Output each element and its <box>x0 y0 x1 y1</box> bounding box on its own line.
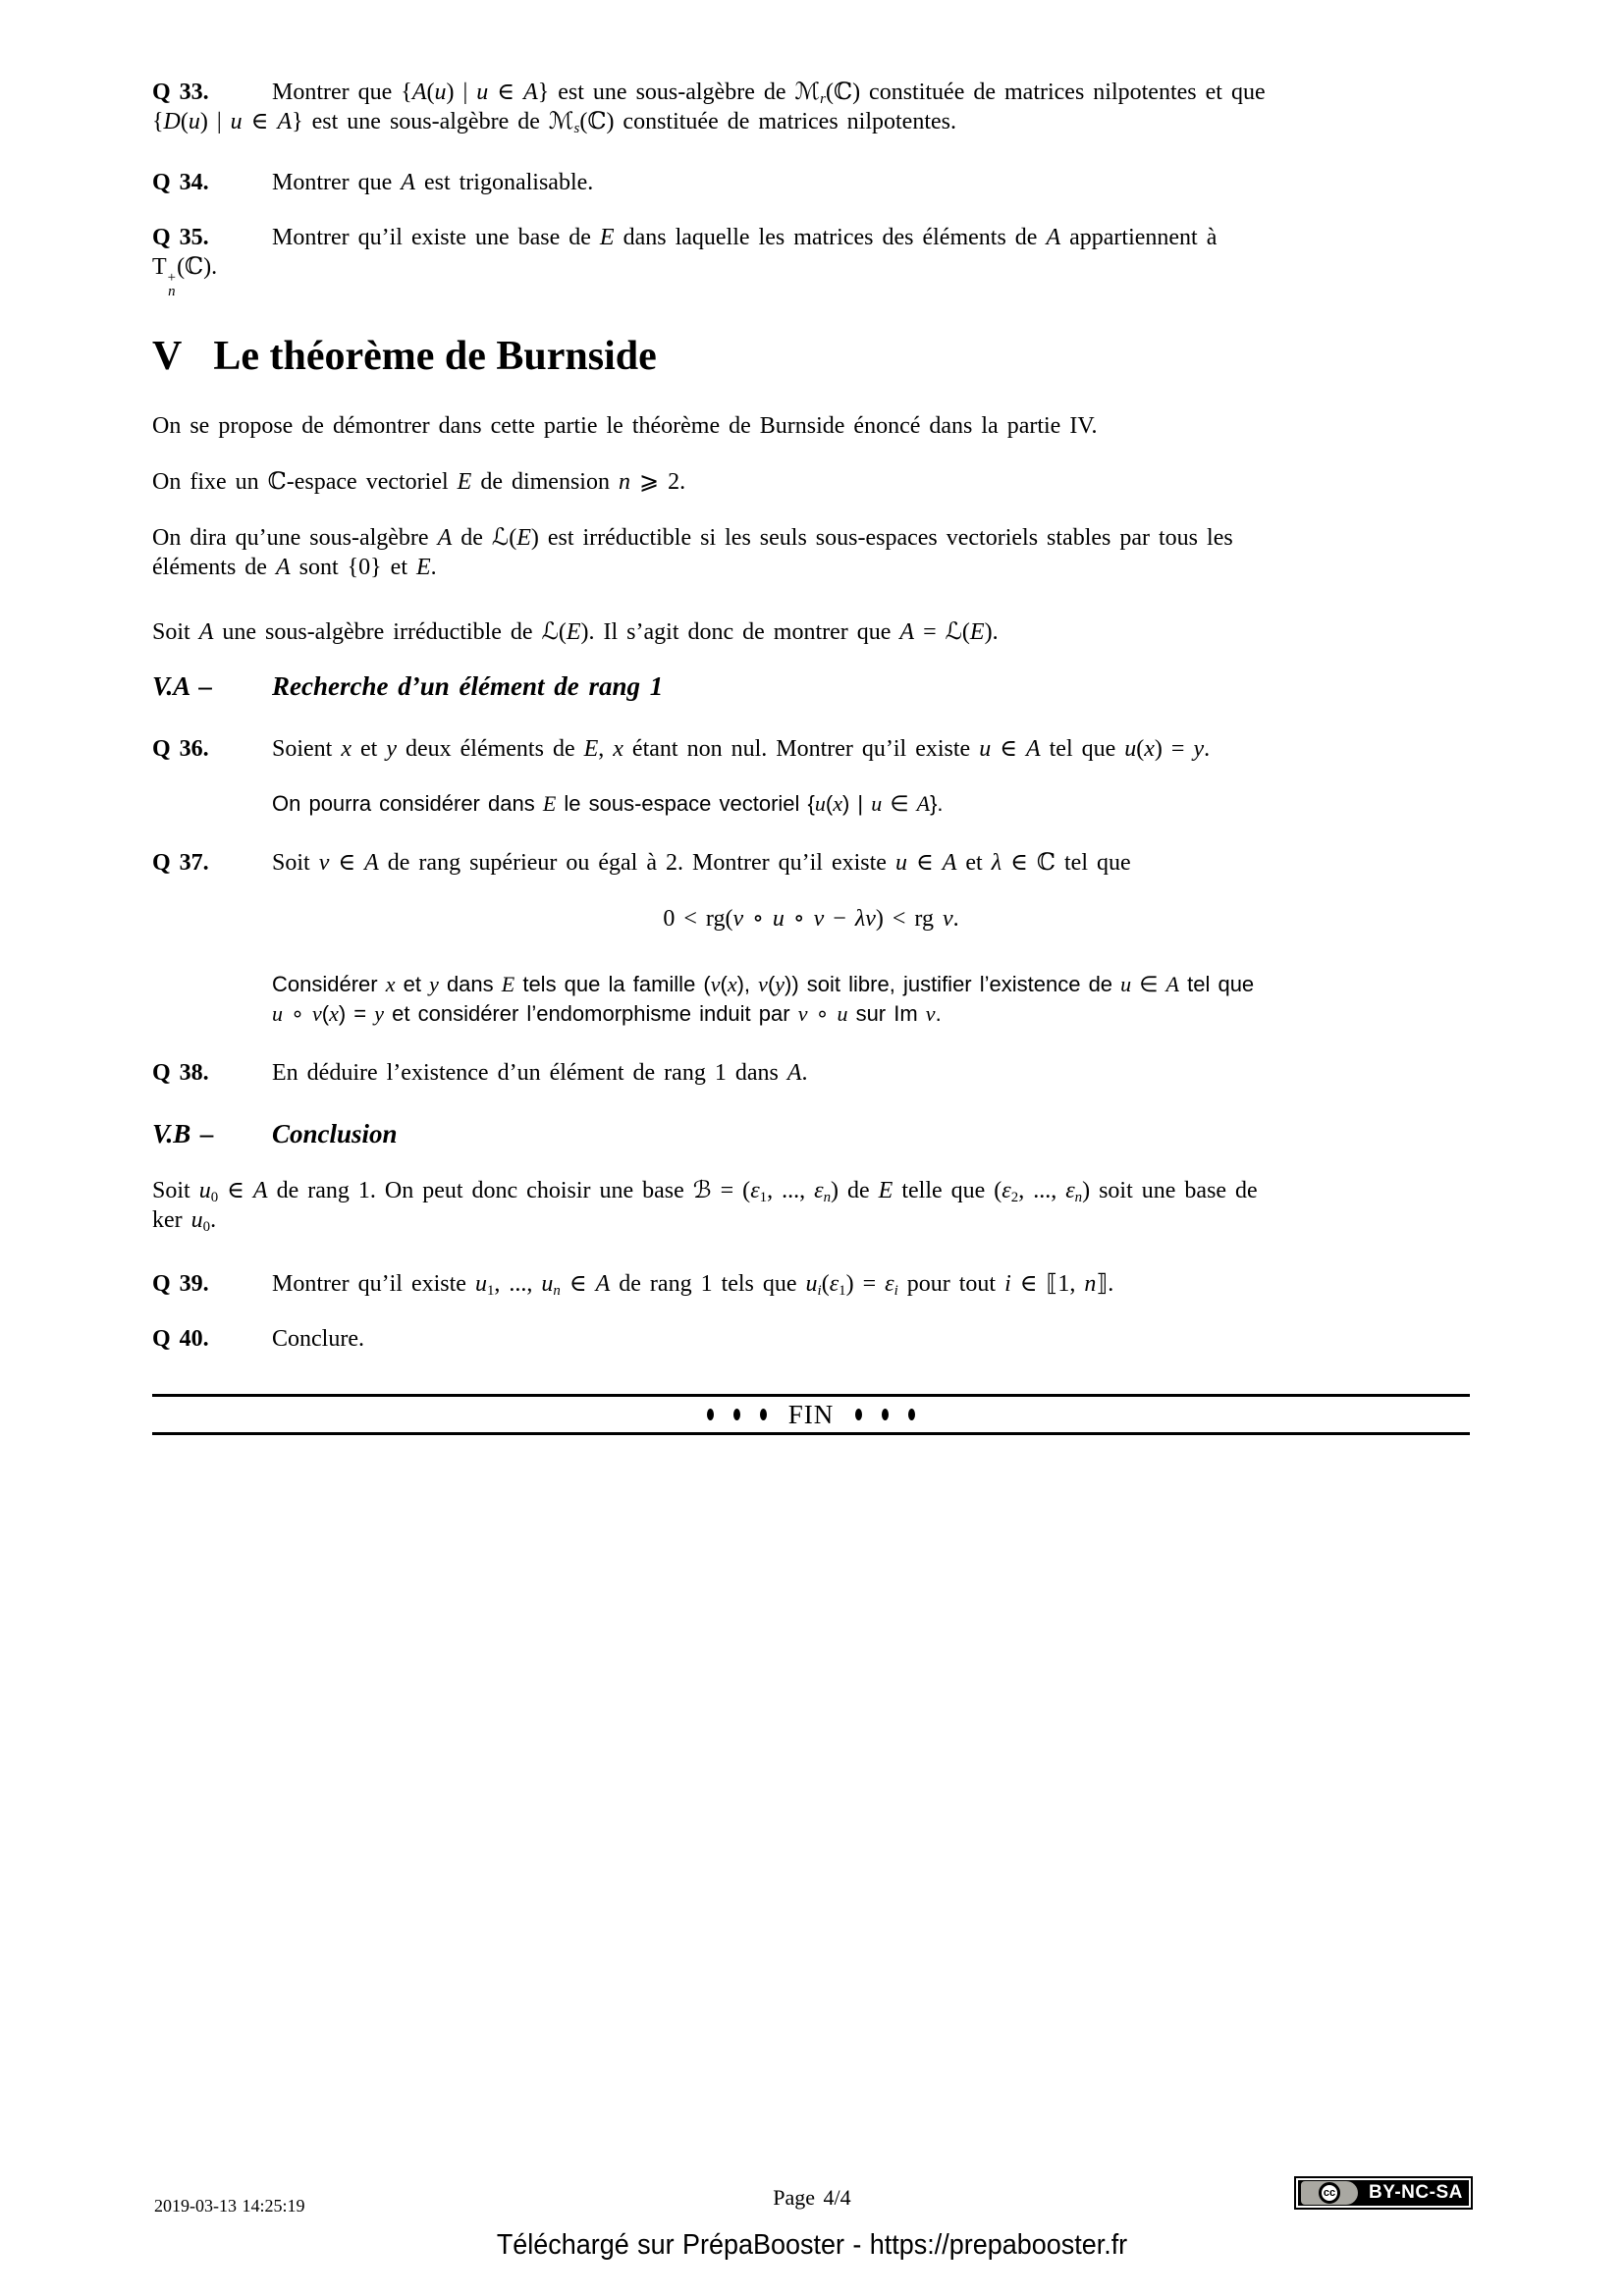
footer-timestamp: 2019-03-13 14:25:19 <box>154 2196 305 2216</box>
fin-dot <box>908 1409 915 1420</box>
question-39-text: Montrer qu’il existe $u_1$, ..., $u_n$ ∈ A de rang 1 tels que $u_i(\varepsilon_1) = \varepsilon_i$ pour tout i ∈ ⟦1, n⟧. <box>272 1271 1114 1300</box>
subsection-vb-title: Conclusion <box>272 1119 398 1149</box>
question-36-text: Soient x et y deux éléments de E, x étant non nul. Montrer qu’il existe u ∈ A tel que u(x) = y. <box>272 736 1211 763</box>
question-37 <box>152 848 1470 878</box>
question-39-label: Q 39. <box>152 1271 209 1298</box>
question-36-label: Q 36. <box>152 736 209 763</box>
question-38-text: En déduire l’existence d’un élément de rang 1 dans A. <box>272 1060 808 1087</box>
fin-dot <box>733 1409 740 1420</box>
conclusion-setup-paragraph: Soit $u_0$ ∈ A de rang 1. On peut donc choisir une base ℬ = ($\varepsilon_1$, ..., $\varepsilon_n$) de E telle que ($\varepsilon_2$, ..., $\varepsilon_n$) soit une base de ker $u_0$. <box>152 1178 1258 1236</box>
question-36-hint: On pourra considérer dans E le sous-espace vectoriel {u(x) | u ∈ A}. <box>272 791 944 817</box>
subsection-heading-va <box>152 669 1470 703</box>
subsection-va-title: Recherche d’un élément de rang 1 <box>272 671 664 702</box>
question-37-formula: 0 < rg(v ∘ u ∘ v − λv) < rg v. <box>663 906 959 933</box>
setup-paragraph: Soit A une sous-algèbre irréductible de ℒ(E). Il s’agit donc de montrer que A = ℒ(E). <box>152 619 999 646</box>
footer-page-number: Page 4/4 <box>773 2185 851 2210</box>
intro-paragraph-3: On dira qu’une sous-algèbre A de ℒ(E) est irréductible si les seuls sous-espaces vectoriels stables par tous les éléments de A sont {0} et E. <box>152 525 1233 581</box>
fin-dot <box>707 1409 714 1420</box>
cc-license-badge <box>1294 2176 1473 2210</box>
question-34-text: Montrer que A est trigonalisable. <box>272 170 594 195</box>
question-37-label: Q 37. <box>152 850 209 877</box>
question-34-label: Q 34. <box>152 170 209 195</box>
question-40-label: Q 40. <box>152 1326 209 1353</box>
question-33 <box>152 78 1470 136</box>
question-33-text: Montrer que {A(u) | u ∈ A} est une sous-algèbre de ℳ$_r$(ℂ) constituée de matrices nilpotentes et que {D(u) | u ∈ A} est une sous-algèbre de ℳ$_s$(ℂ) constituée de matrices nilpotentes. <box>152 80 1266 137</box>
fin-dot <box>882 1409 889 1420</box>
question-35-label: Q 35. <box>152 225 209 250</box>
question-34 <box>152 168 1470 197</box>
subsection-vb-label: V.B – <box>152 1119 214 1149</box>
question-39 <box>152 1269 1470 1299</box>
cc-logo-icon: cc <box>1319 2182 1340 2204</box>
download-tagline: Téléchargé sur PrépaBooster - https://prepabooster.fr <box>496 2229 1128 2261</box>
question-37-hint: Considérer x et y dans E tels que la famille (v(x), v(y)) soit libre, justifier l’existence de u ∈ A tel que u ∘ v(x) = y et considérer l’endomorphisme induit par v ∘ u sur Im v. <box>272 972 1255 1027</box>
question-33-label: Q 33. <box>152 80 209 105</box>
fin-separator <box>152 1394 1470 1435</box>
section-title: Le théorème de Burnside <box>213 334 657 380</box>
fin-dot <box>760 1409 767 1420</box>
question-36 <box>152 734 1470 764</box>
intro-paragraph-1: On se propose de démontrer dans cette partie le théorème de Burnside énoncé dans la partie IV. <box>152 413 1098 440</box>
question-40 <box>152 1324 1470 1354</box>
question-40-text: Conclure. <box>272 1326 364 1353</box>
section-number: V <box>152 334 183 380</box>
question-38 <box>152 1058 1470 1088</box>
subsection-va-label: V.A – <box>152 671 213 702</box>
cc-license-label: BY-NC-SA <box>1369 2182 1463 2203</box>
cc-logo-pill <box>1301 2181 1358 2205</box>
intro-paragraph-2: On fixe un ℂ-espace vectoriel E de dimension n ⩾ 2. <box>152 469 686 496</box>
question-35 <box>152 223 1470 298</box>
subsection-heading-vb <box>152 1117 1470 1150</box>
section-heading <box>152 333 1470 380</box>
question-35-text: Montrer qu’il existe une base de E dans laquelle les matrices des éléments de A appartiennent à T + n (ℂ). <box>152 225 1218 300</box>
question-37-text: Soit v ∈ A de rang supérieur ou égal à 2. Montrer qu’il existe u ∈ A et λ ∈ ℂ tel que <box>272 850 1131 877</box>
fin-dot <box>855 1409 862 1420</box>
exam-content <box>152 78 1470 1435</box>
fin-label: FIN <box>787 1400 835 1430</box>
question-38-label: Q 38. <box>152 1060 209 1087</box>
